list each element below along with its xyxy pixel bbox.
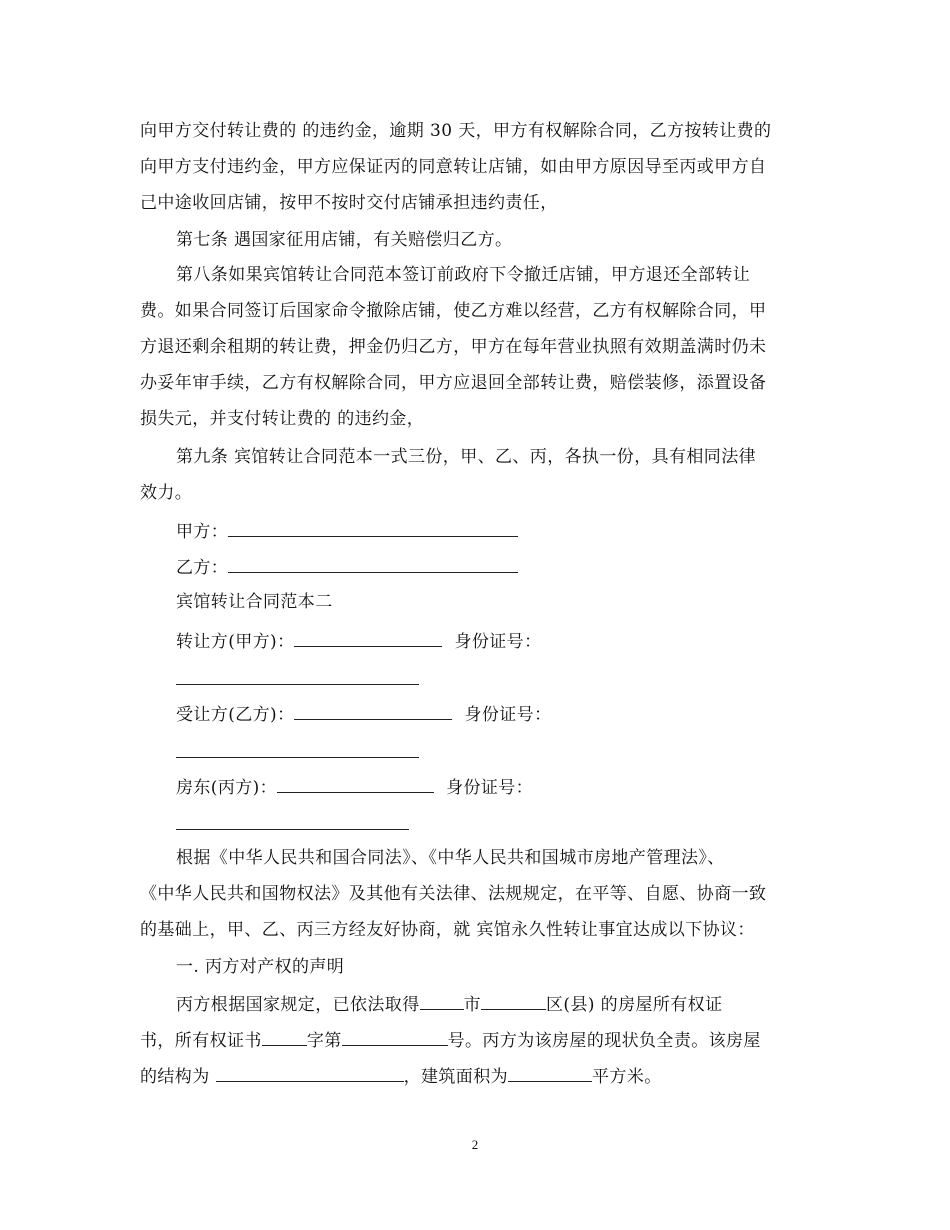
article-8-line-2: 费。如果合同签订后国家命令撤除店铺，使乙方难以经营，乙方有权解除合同，甲 xyxy=(140,301,767,321)
preamble-line-2: 《中华人民共和国物权法》及其他有关法律、法规规定，在平等、自愿、协商一致 xyxy=(140,884,767,904)
page-number: 2 xyxy=(471,1137,479,1152)
signature-party-a xyxy=(176,519,518,543)
breach-line-2: 向甲方支付违约金，甲方应保证丙的同意转让店铺，如由甲方原因导至丙或甲方自 xyxy=(140,157,767,177)
transferee-id-blank xyxy=(176,756,419,758)
s1-l1-text-b: 市 xyxy=(463,995,482,1015)
s1-l2-text-c: 号。丙方为该房屋的现状负全责。该房屋 xyxy=(447,1031,761,1051)
article-9-line-1: 第九条 宾馆转让合同范本一式三份，甲、乙、丙，各执一份，具有相同法律 xyxy=(176,447,757,467)
transferor-id-label: 身份证号： xyxy=(454,632,542,652)
structure-blank xyxy=(216,1064,404,1082)
transferee-id-label: 身份证号： xyxy=(464,705,552,725)
party-a-label: 甲方： xyxy=(176,522,229,542)
s1-l2-text-a: 书，所有权证书 xyxy=(140,1031,262,1051)
s1-l1-text-a: 丙方根据国家规定，已依法取得 xyxy=(176,995,420,1015)
article-8-line-3: 方退还剩余租期的转让费，押金仍归乙方，甲方在每年营业执照有效期盖满时仍未 xyxy=(140,337,767,357)
signature-party-b xyxy=(176,555,518,579)
article-8-line-4: 办妥年审手续，乙方有权解除合同，甲方应退回全部转让费，赔偿装修，添置设备 xyxy=(140,373,767,393)
preamble-line-1: 根据《中华人民共和国合同法》、《中华人民共和国城市房地产管理法》、 xyxy=(176,848,725,868)
s1-l2-text-b: 字第 xyxy=(306,1031,342,1051)
section-1-heading: 一. 丙方对产权的声明 xyxy=(176,957,345,977)
party-a-blank xyxy=(228,519,518,537)
area-blank xyxy=(508,1064,592,1082)
s1-l1-text-c: 区(县) 的房屋所有权证 xyxy=(546,995,723,1015)
city-blank xyxy=(420,992,464,1010)
landlord-row xyxy=(176,775,533,799)
article-8-line-1: 第八条如果宾馆转让合同范本签订前政府下令撤迁店铺，甲方退还全部转让 xyxy=(176,265,751,285)
transferor-name-blank xyxy=(294,629,442,647)
section-1-line-1 xyxy=(176,992,722,1016)
transferor-label: 转让方(甲方)： xyxy=(176,632,295,652)
breach-line-1: 向甲方交付转让费的 的违约金，逾期 30 天，甲方有权解除合同，乙方按转让费的 xyxy=(140,121,772,141)
s1-l3-text-b: ，建筑面积为 xyxy=(403,1067,509,1087)
transferee-label: 受让方(乙方)： xyxy=(176,705,295,725)
article-7: 第七条 遇国家征用店铺，有关赔偿归乙方。 xyxy=(176,230,513,250)
preamble-line-3: 的基础上，甲、乙、丙三方经友好协商，就 宾馆永久性转让事宜达成以下协议： xyxy=(140,920,755,940)
transferor-row xyxy=(176,629,541,653)
party-b-label: 乙方： xyxy=(176,558,229,578)
landlord-id-blank xyxy=(176,828,409,830)
section-1-line-3 xyxy=(140,1064,662,1088)
article-8-line-5: 损失元，并支付转让费的 的违约金， xyxy=(140,409,425,429)
cert-prefix-blank xyxy=(262,1028,307,1046)
sample-2-title: 宾馆转让合同范本二 xyxy=(176,592,333,612)
transferee-name-blank xyxy=(294,702,452,720)
landlord-label: 房东(丙方)： xyxy=(176,778,278,798)
s1-l3-text-c: 平方米。 xyxy=(592,1067,662,1087)
section-1-line-2 xyxy=(140,1028,761,1052)
breach-line-3: 己中途收回店铺，按甲不按时交付店铺承担违约责任， xyxy=(140,193,558,213)
transferee-row xyxy=(176,702,551,726)
landlord-name-blank xyxy=(277,775,434,793)
landlord-id-label: 身份证号： xyxy=(446,778,534,798)
cert-number-blank xyxy=(342,1028,448,1046)
transferor-id-blank xyxy=(176,683,419,685)
article-9-line-2: 效力。 xyxy=(140,483,193,503)
s1-l3-text-a: 的结构为 xyxy=(140,1067,210,1087)
district-blank xyxy=(481,992,546,1010)
party-b-blank xyxy=(228,555,518,573)
